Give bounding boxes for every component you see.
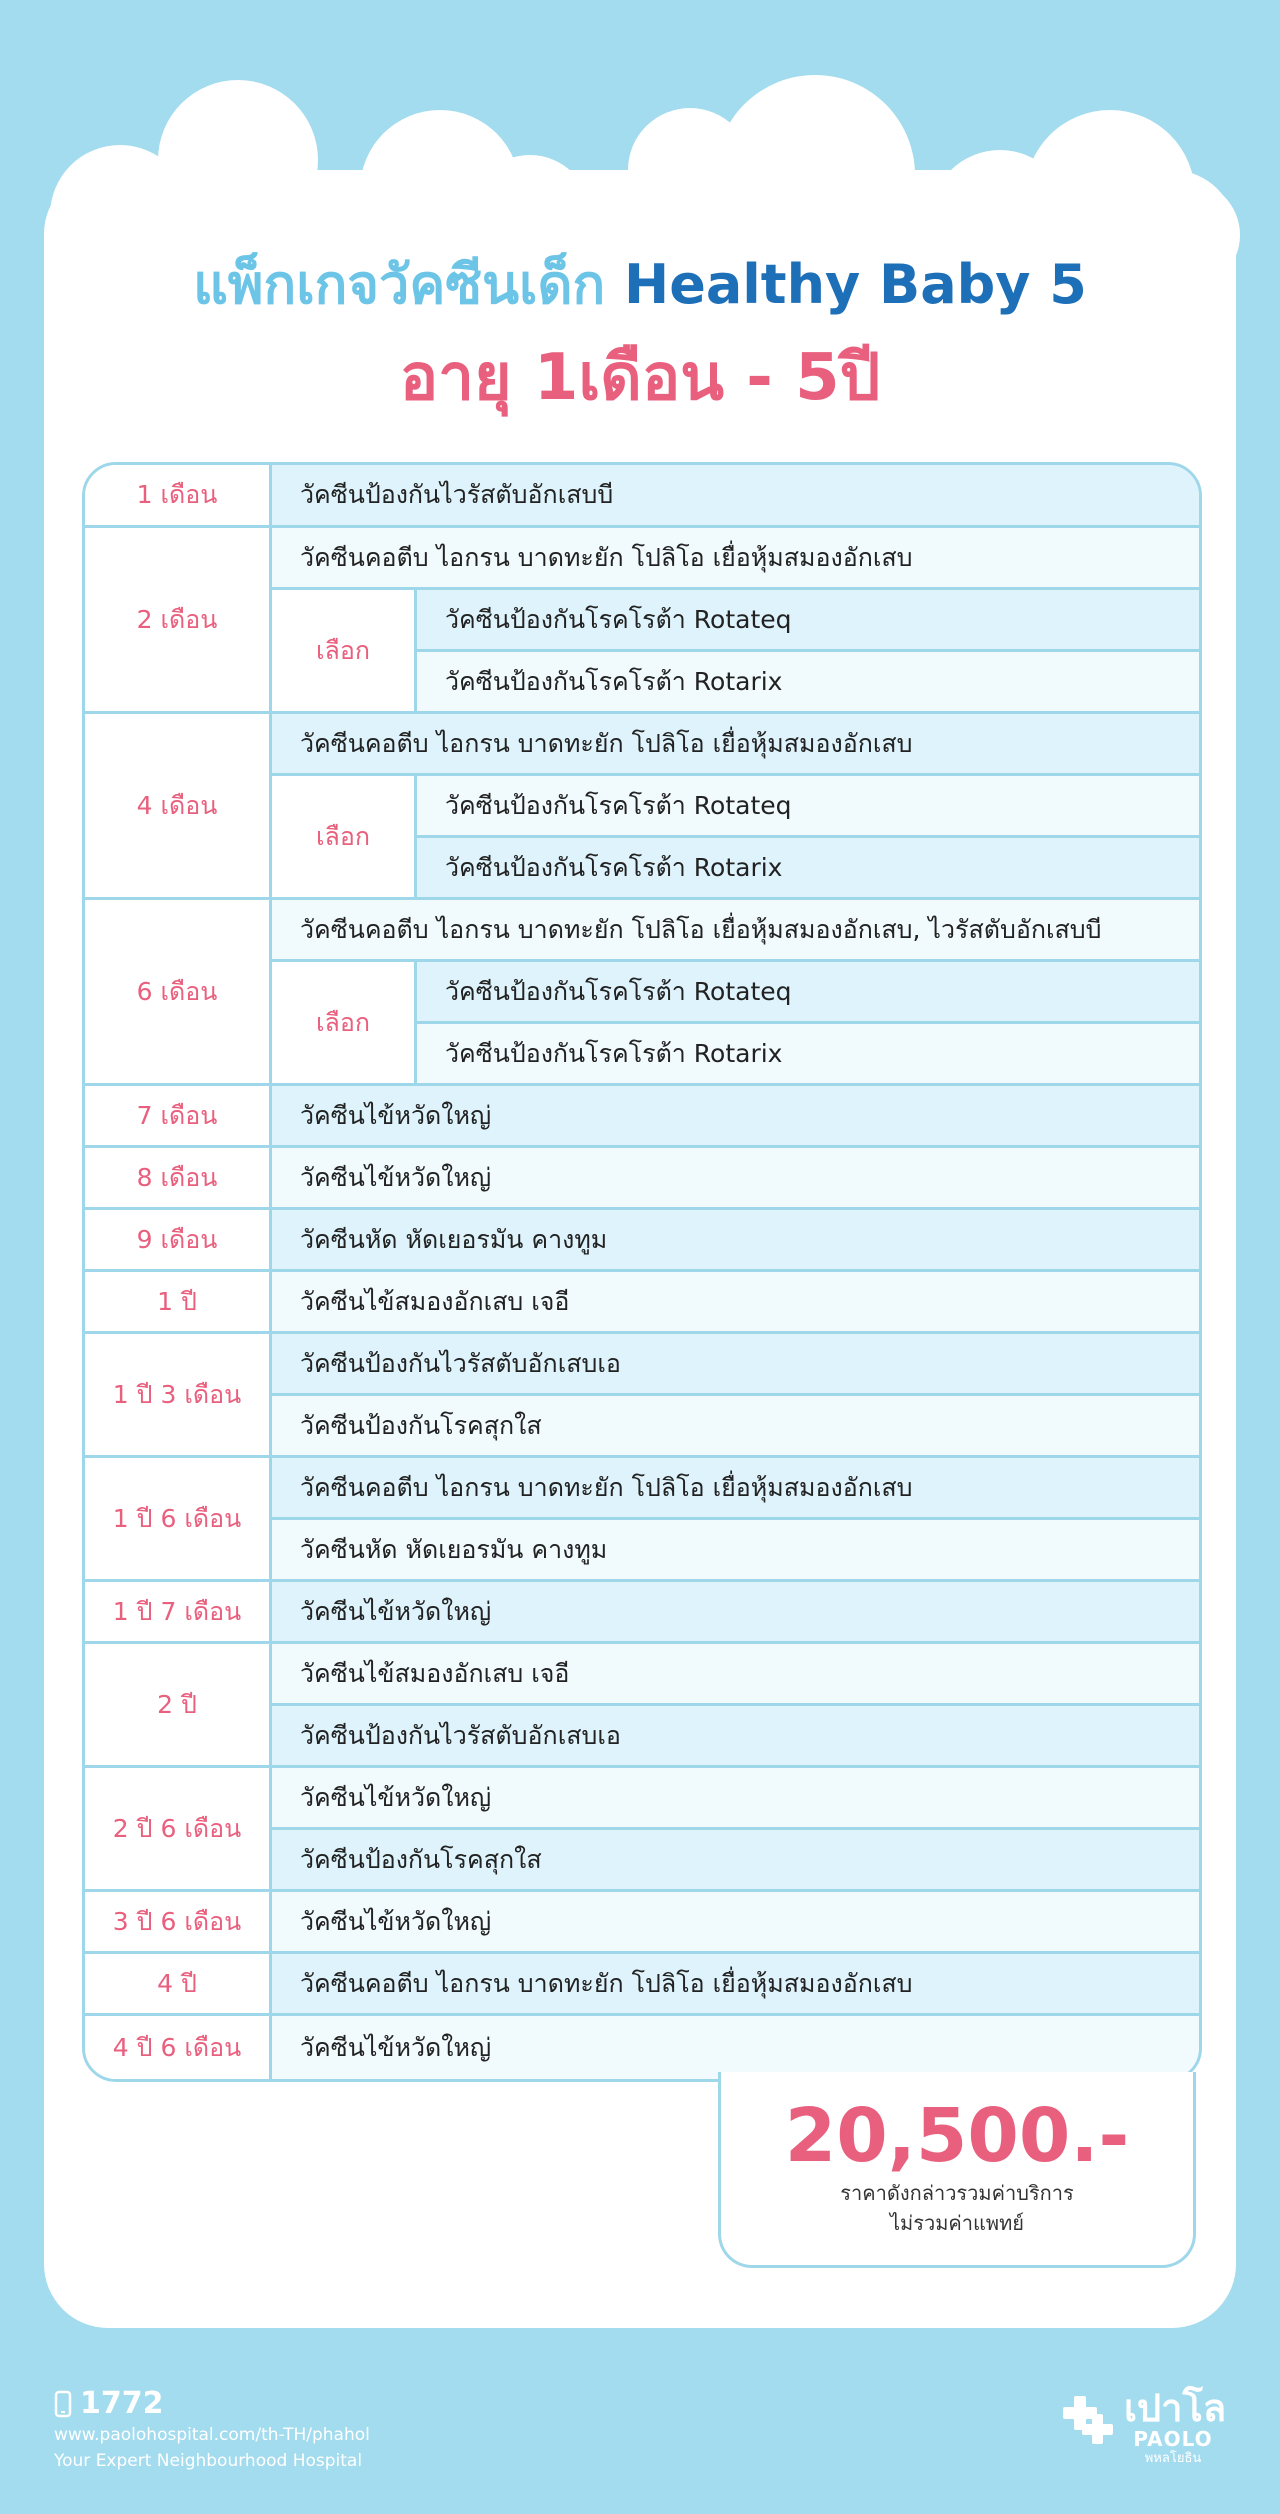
hotline-number[interactable]: 1772: [80, 2386, 164, 2421]
paolo-logo: [1062, 2386, 1242, 2470]
vaccine-item: วัคซีนคอตีบ ไอกรน บาดทะยัก โปลิโอ เยื่อหุ้มสมองอักเสบ: [272, 528, 1199, 590]
table-row: [85, 900, 1199, 1086]
tagline: Your Expert Neighbourhood Hospital: [54, 2451, 363, 2471]
age-cell: 2 ปี 6 เดือน: [85, 1768, 272, 1889]
table-row: [85, 1334, 1199, 1458]
vaccine-option: วัคซีนป้องกันโรคโรต้า Rotarix: [417, 1024, 1199, 1083]
age-cell: 6 เดือน: [85, 900, 272, 1083]
table-row: [85, 1210, 1199, 1272]
package-price: 20,500.-: [784, 2093, 1130, 2179]
vaccine-schedule-table: [82, 462, 1202, 2082]
table-row: [85, 528, 1199, 714]
title-english: Healthy Baby 5: [624, 253, 1087, 316]
table-row: [85, 1892, 1199, 1954]
vaccine-item: วัคซีนคอตีบ ไอกรน บาดทะยัก โปลิโอ เยื่อหุ้มสมองอักเสบ: [272, 1458, 1199, 1520]
table-row: [85, 1954, 1199, 2016]
table-row: [85, 1768, 1199, 1892]
vaccine-item: วัคซีนไข้สมองอักเสบ เจอี: [272, 1644, 1199, 1706]
vaccine-item: วัคซีนหัด หัดเยอรมัน คางทูม: [272, 1520, 1199, 1579]
table-row: [85, 1458, 1199, 1582]
table-row: [85, 1272, 1199, 1334]
title-thai: แพ็กเกจวัคซีนเด็ก: [193, 253, 606, 316]
age-cell: 1 ปี: [85, 1272, 272, 1331]
vaccine-item: วัคซีนคอตีบ ไอกรน บาดทะยัก โปลิโอ เยื่อหุ้มสมองอักเสบ, ไวรัสตับอักเสบบี: [272, 900, 1199, 962]
footer-contact: [54, 2386, 370, 2474]
choice-label: เลือก: [272, 590, 417, 711]
price-note-line2: ไม่รวมค่าแพทย์: [890, 2211, 1024, 2235]
age-cell: 1 เดือน: [85, 465, 272, 525]
age-range-subtitle: อายุ 1เดือน - 5ปี: [399, 341, 881, 415]
vaccine-item: วัคซีนคอตีบ ไอกรน บาดทะยัก โปลิโอ เยื่อหุ้มสมองอักเสบ: [272, 714, 1199, 776]
vaccine-option: วัคซีนป้องกันโรคโรต้า Rotateq: [417, 590, 1199, 652]
table-row: [85, 1086, 1199, 1148]
vaccine-item: วัคซีนป้องกันโรคสุกใส: [272, 1830, 1199, 1889]
logo-name-english: PAOLO: [1133, 2427, 1213, 2451]
age-cell: 1 ปี 7 เดือน: [85, 1582, 272, 1641]
vaccine-item: วัคซีนไข้หวัดใหญ่: [272, 1582, 1199, 1641]
age-cell: 1 ปี 6 เดือน: [85, 1458, 272, 1579]
age-cell: 4 เดือน: [85, 714, 272, 897]
choice-label: เลือก: [272, 962, 417, 1083]
vaccine-option: วัคซีนป้องกันโรคโรต้า Rotateq: [417, 776, 1199, 838]
vaccine-option: วัคซีนป้องกันโรคโรต้า Rotateq: [417, 962, 1199, 1024]
vaccine-item: วัคซีนไข้หวัดใหญ่: [272, 1892, 1199, 1951]
vaccine-item: วัคซีนป้องกันไวรัสตับอักเสบบี: [272, 465, 1199, 525]
vaccine-item: วัคซีนไข้หวัดใหญ่: [272, 2016, 1199, 2079]
table-row: [85, 1644, 1199, 1768]
vaccine-item: วัคซีนไข้หวัดใหญ่: [272, 1768, 1199, 1830]
vaccine-item: วัคซีนคอตีบ ไอกรน บาดทะยัก โปลิโอ เยื่อหุ้มสมองอักเสบ: [272, 1954, 1199, 2013]
table-row: [85, 714, 1199, 900]
vaccine-item: วัคซีนป้องกันไวรัสตับอักเสบเอ: [272, 1334, 1199, 1396]
vaccine-item: วัคซีนไข้หวัดใหญ่: [272, 1086, 1199, 1145]
table-row: [85, 1582, 1199, 1644]
vaccine-item: วัคซีนป้องกันไวรัสตับอักเสบเอ: [272, 1706, 1199, 1765]
vaccine-item: วัคซีนหัด หัดเยอรมัน คางทูม: [272, 1210, 1199, 1269]
age-cell: 4 ปี 6 เดือน: [85, 2016, 272, 2079]
age-cell: 8 เดือน: [85, 1148, 272, 1207]
logo-name-thai: เปาโล: [1124, 2386, 1227, 2430]
table-row: [85, 465, 1199, 528]
website-link[interactable]: www.paolohospital.com/th-TH/phahol: [54, 2425, 370, 2445]
vaccine-option: วัคซีนป้องกันโรคโรต้า Rotarix: [417, 838, 1199, 897]
table-row: [85, 1148, 1199, 1210]
price-note-line1: ราคาดังกล่าวรวมค่าบริการ: [840, 2181, 1074, 2205]
vaccine-option: วัคซีนป้องกันโรคโรต้า Rotarix: [417, 652, 1199, 711]
age-cell: 7 เดือน: [85, 1086, 272, 1145]
vaccine-item: วัคซีนไข้สมองอักเสบ เจอี: [272, 1272, 1199, 1331]
age-cell: 2 ปี: [85, 1644, 272, 1765]
vaccine-item: วัคซีนไข้หวัดใหญ่: [272, 1148, 1199, 1207]
choice-label: เลือก: [272, 776, 417, 897]
price-box: [718, 2072, 1196, 2268]
phone-icon: [54, 2390, 72, 2418]
logo-branch: พหลโยธิน: [1144, 2451, 1202, 2466]
vaccine-item: วัคซีนป้องกันโรคสุกใส: [272, 1396, 1199, 1455]
age-cell: 3 ปี 6 เดือน: [85, 1892, 272, 1951]
age-cell: 2 เดือน: [85, 528, 272, 711]
page-title: [0, 250, 1280, 320]
age-cell: 4 ปี: [85, 1954, 272, 2013]
paolo-cross-logo: [1062, 2392, 1118, 2452]
age-cell: 1 ปี 3 เดือน: [85, 1334, 272, 1455]
age-cell: 9 เดือน: [85, 1210, 272, 1269]
table-row: [85, 2016, 1199, 2079]
